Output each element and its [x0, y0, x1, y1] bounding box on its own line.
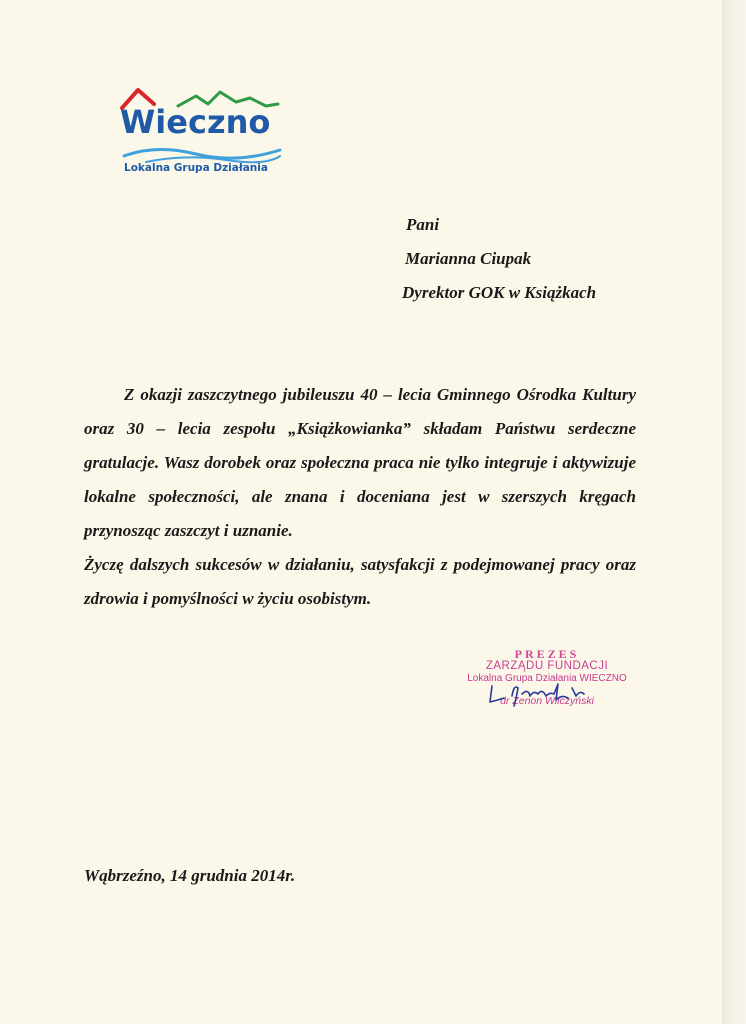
wieczno-logo — [116, 84, 286, 179]
paper-edge — [722, 0, 746, 1024]
body-paragraph-2: Życzę dalszych sukcesów w działaniu, satysfakcji z podejmowanej pracy oraz zdrowia i pomyślności w życiu osobistym. — [84, 555, 636, 608]
recipient-position: Dyrektor GOK w Książkach — [402, 283, 597, 302]
place-and-date: Wąbrzeźno, 14 grudnia 2014r. — [84, 866, 296, 885]
logo-wordmark: Wieczno — [120, 103, 271, 141]
recipient-name: Marianna Ciupak — [405, 249, 532, 268]
letter-body — [84, 378, 636, 616]
stamp-organization: Lokalna Grupa Działania WIECZNO — [467, 673, 627, 684]
handwritten-signature — [484, 678, 604, 712]
recipient-salutation: Pani — [406, 215, 440, 234]
recipient-block — [402, 212, 596, 314]
stamp-board: ZARZĄDU FUNDACJI — [485, 660, 609, 672]
stamp-title: PREZES — [514, 647, 580, 661]
body-paragraph-1: Z okazji zaszczytnego jubileuszu 40 – lecia Gminnego Ośrodka Kultury oraz 30 – lecia zespołu „Książkowianka” składam Państwu serdeczne gratulacje. Wasz dorobek oraz społeczna praca nie tylko integruje i aktywizuje lokalne społeczności, ale znana i doceniana jest w szerszych kręgach przynosząc zaszczyt i uznanie. — [84, 385, 636, 540]
stamp-person: dr Zenon Wilczyński — [500, 695, 594, 707]
logo-subtitle: Lokalna Grupa Działania — [124, 162, 268, 174]
